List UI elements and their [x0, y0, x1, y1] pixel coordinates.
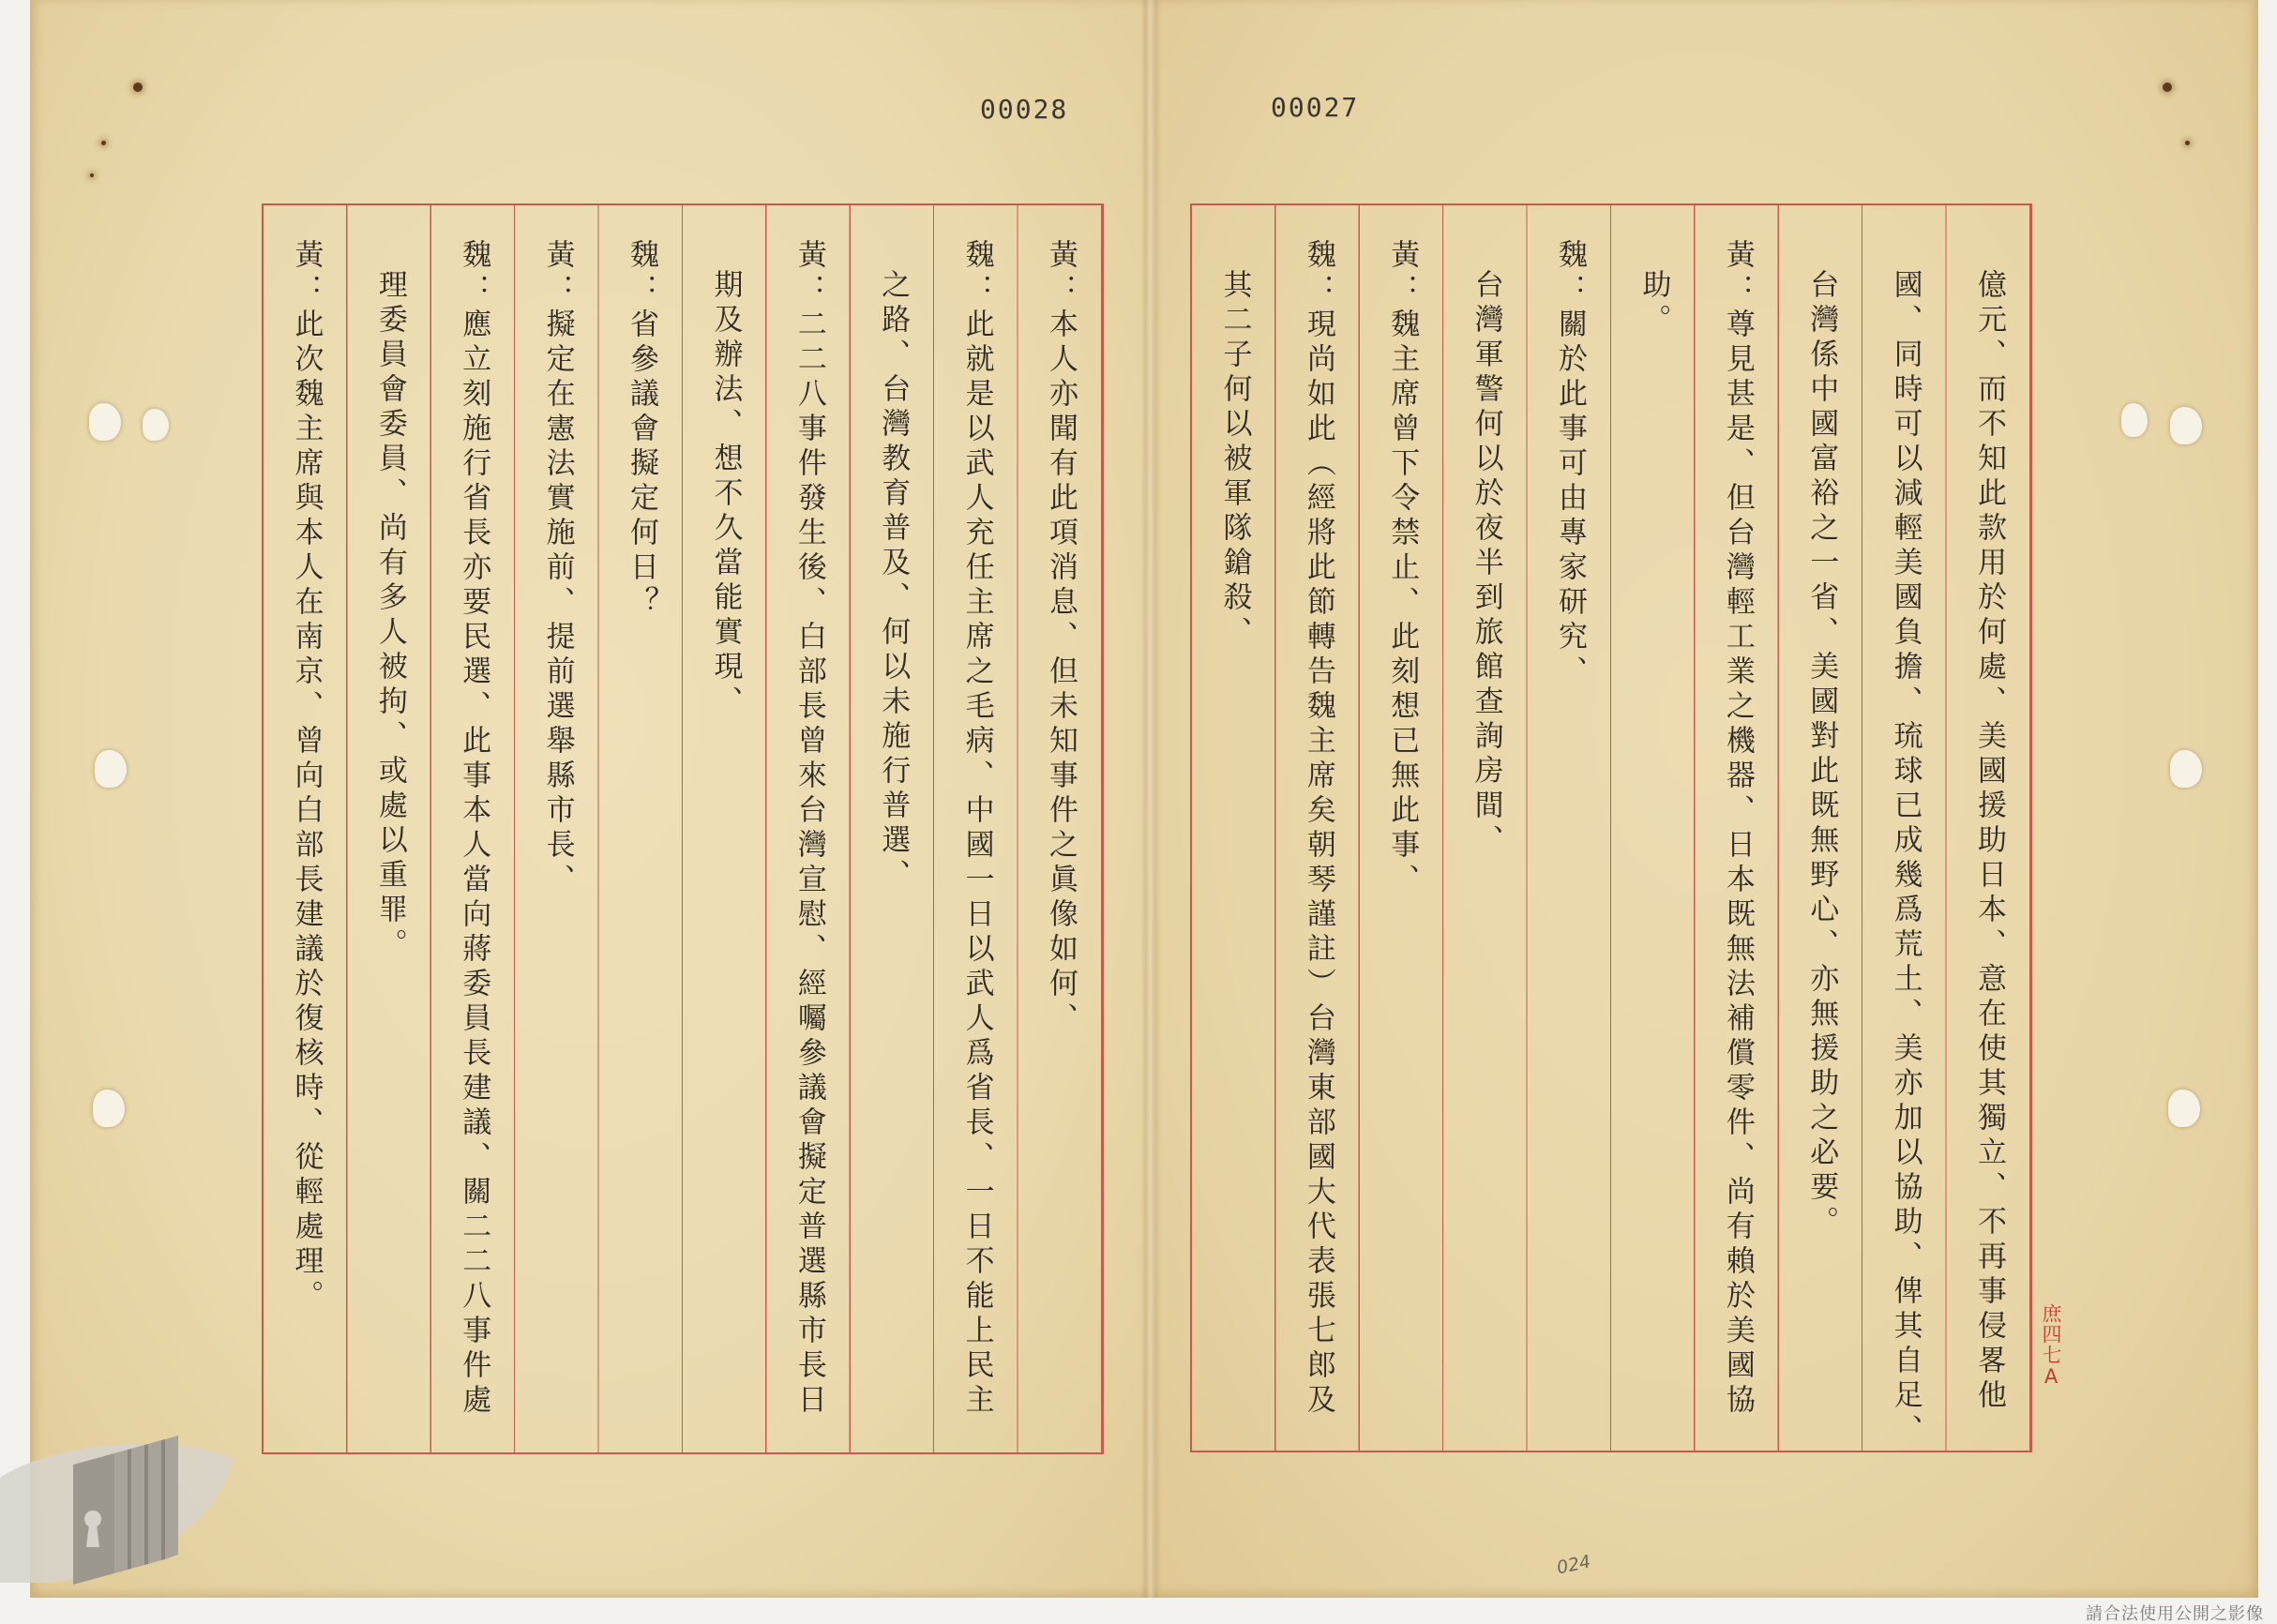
rust-spot — [101, 141, 106, 145]
text-column: 黃：本人亦聞有此項消息、但未知事件之眞像如何、 — [1044, 239, 1078, 1037]
binding-hole — [2121, 403, 2148, 437]
text-column: 理委員會委員、尚有多人被拘、或處以重罪。 — [372, 269, 407, 963]
rust-spot — [2185, 141, 2190, 145]
text-column: 台灣係中國富裕之一省、美國對此既無野心、亦無援助之必要。 — [1804, 269, 1839, 1241]
text-column: 其二子何以被軍隊鎗殺、 — [1217, 269, 1252, 651]
text-column: 億元、而不知此款用於何處、美國援助日本、意在使其獨立、不再事侵畧他 — [1972, 269, 2006, 1414]
binding-hole — [93, 1090, 125, 1127]
text-column: 之路、台灣教育普及、何以未施行普選、 — [876, 269, 911, 894]
binding-hole — [2170, 750, 2202, 788]
binding-hole — [95, 750, 127, 788]
usage-notice: 請合法使用公開之影像 — [2086, 1604, 2264, 1624]
text-column: 魏：省參議會擬定何日？ — [625, 239, 659, 621]
rust-spot — [133, 83, 143, 92]
handwritten-note: 024 — [1555, 1551, 1593, 1579]
page-number: 00027 — [1271, 92, 1360, 123]
text-column: 國、同時可以減輕美國負擔、琉球已成幾爲荒土、美亦加以協助、俾其自足、 — [1888, 269, 1923, 1449]
right-page-text-grid — [1190, 203, 2032, 1452]
text-column: 台灣軍警何以於夜半到旅館查詢房間、 — [1469, 269, 1503, 859]
text-column: 魏：應立刻施行省長亦要民選、此事本人當向蔣委員長建議、關二二八事件處 — [457, 239, 491, 1419]
archive-stamp: 庶四七A — [2040, 1303, 2062, 1389]
binding-hole — [89, 403, 121, 441]
binding-hole — [143, 409, 169, 441]
text-column: 助。 — [1636, 269, 1671, 338]
archive-logo-icon — [0, 1433, 234, 1598]
text-column: 黃：魏主席曾下令禁止、此刻想已無此事、 — [1385, 239, 1420, 898]
binding-hole — [2168, 1090, 2200, 1127]
rust-spot — [2163, 83, 2172, 92]
binding-hole — [2170, 407, 2202, 444]
text-column: 魏：此就是以武人充任主席之毛病、中國一日以武人爲省長、一日不能上民主 — [959, 239, 994, 1419]
page-number: 00028 — [980, 94, 1069, 125]
rust-spot — [90, 173, 94, 177]
text-column: 期及辦法、想不久當能實現、 — [708, 269, 743, 720]
text-column: 魏：關於此事可由專家研究、 — [1553, 239, 1588, 690]
text-column: 魏：現尚如此（經將此節轉告魏主席矣朝琴謹註）台灣東部國大代表張七郎及 — [1301, 239, 1335, 1419]
text-column: 黃：此次魏主席與本人在南京、曾向白部長建議於復核時、從輕處理。 — [289, 239, 324, 1315]
left-page-text-grid — [262, 203, 1104, 1454]
text-column: 黃：尊見甚是、但台灣輕工業之機器、日本既無法補償零件、尚有賴於美國協 — [1720, 239, 1755, 1419]
center-fold — [1140, 0, 1161, 1598]
text-column: 黃：擬定在憲法實施前、提前選舉縣市長、 — [540, 239, 575, 898]
text-column: 黃：二二八事件發生後、白部長曾來台灣宣慰、經囑參議會擬定普選縣市長日 — [792, 239, 826, 1419]
